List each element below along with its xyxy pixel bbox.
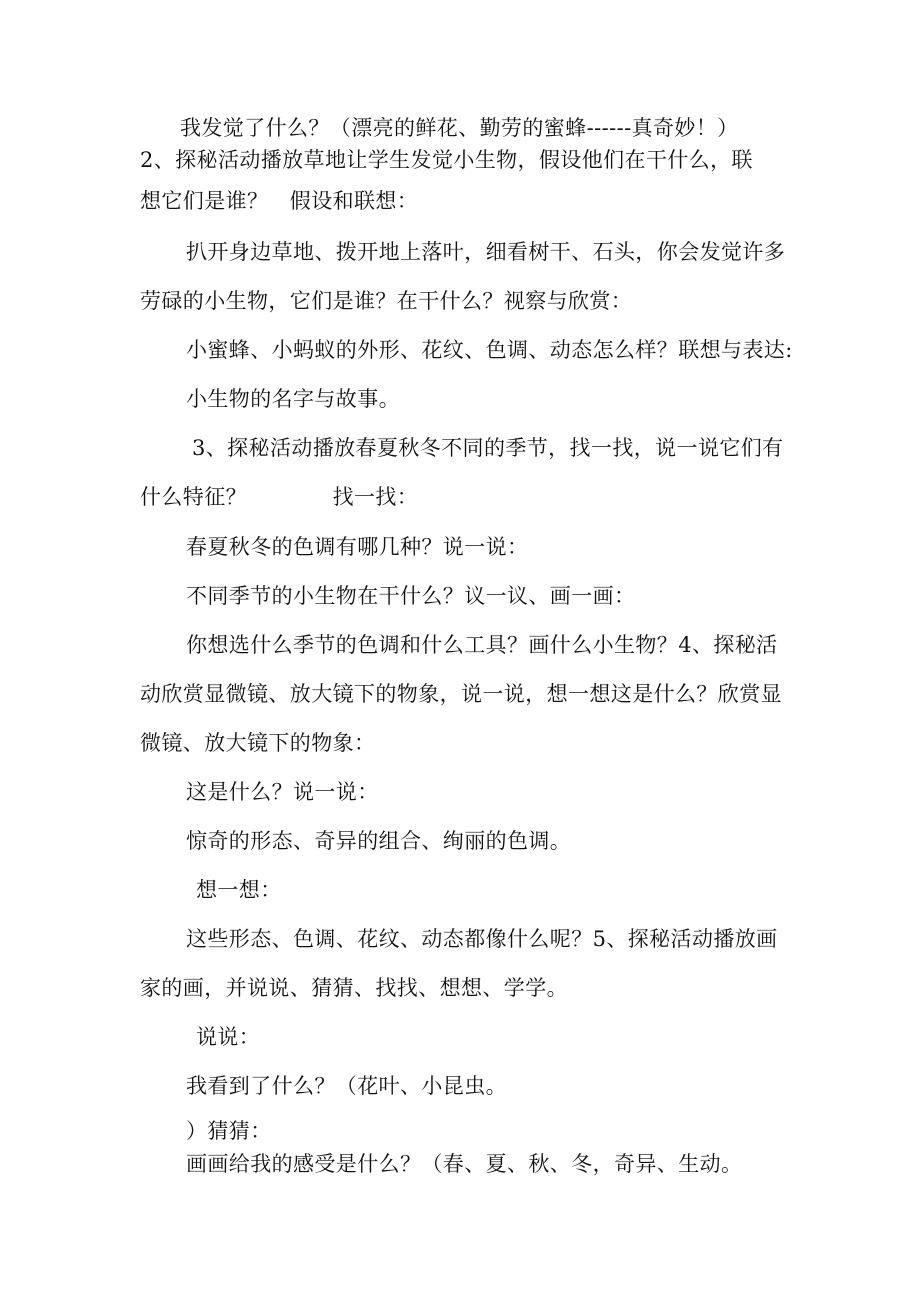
text-line: 家的画，并说说、猜猜、找找、想想、学学。 [140,976,568,1000]
text-line: 画画给我的感受是什么？（春、夏、秋、冬，奇异、生动。 [186,1152,743,1176]
text-line: 我发觉了什么？（漂亮的鲜花、勤劳的蜜蜂------真奇妙！） [180,116,739,140]
text-line: 惊奇的形态、奇异的组合、绚丽的色调。 [186,829,572,853]
text-line: 3、探秘活动播放春夏秋冬不同的季节，找一找，说一说它们有 [192,436,784,460]
text-line: 想一想： [196,878,282,902]
text-line: 动欣赏显微镜、放大镜下的物象，说一说，想一想这是什么？欣赏显 [140,682,782,706]
text-line: ）猜猜： [186,1119,272,1143]
text-line: 这是什么？说一说： [186,780,379,804]
text-line: 什么特征？ 找一找： [140,485,419,509]
text-line: 小蜜蜂、小蚂蚁的外形、花纹、色调、动态怎么样？联想与表达: [186,338,793,362]
text-line: 2、探秘活动播放草地让学生发觉小生物，假设他们在干什么，联 [140,148,753,172]
text-line: 微镜、放大镜下的物象： [140,731,376,755]
text-line: 扒开身边草地、拨开地上落叶，细看树干、石头，你会发觉许多 [186,240,786,264]
text-line: 小生物的名字与故事。 [186,387,400,411]
text-line: 你想选什么季节的色调和什么工具？画什么小生物？4、探秘活 [186,633,778,657]
text-line: 不同季节的小生物在干什么？议一议、画一画： [186,584,636,608]
text-line: 想它们是谁？ 假设和联想： [140,189,419,213]
text-line: 说说： [196,1025,261,1049]
text-line: 春夏秋冬的色调有哪几种？说一说： [186,535,529,559]
text-line: 劳碌的小生物，它们是谁？在干什么？视察与欣赏： [140,289,633,313]
text-line: 这些形态、色调、花纹、动态都像什么呢？5、探秘活动播放画 [186,927,778,951]
text-line: 我看到了什么？（花叶、小昆虫。 [186,1074,507,1098]
